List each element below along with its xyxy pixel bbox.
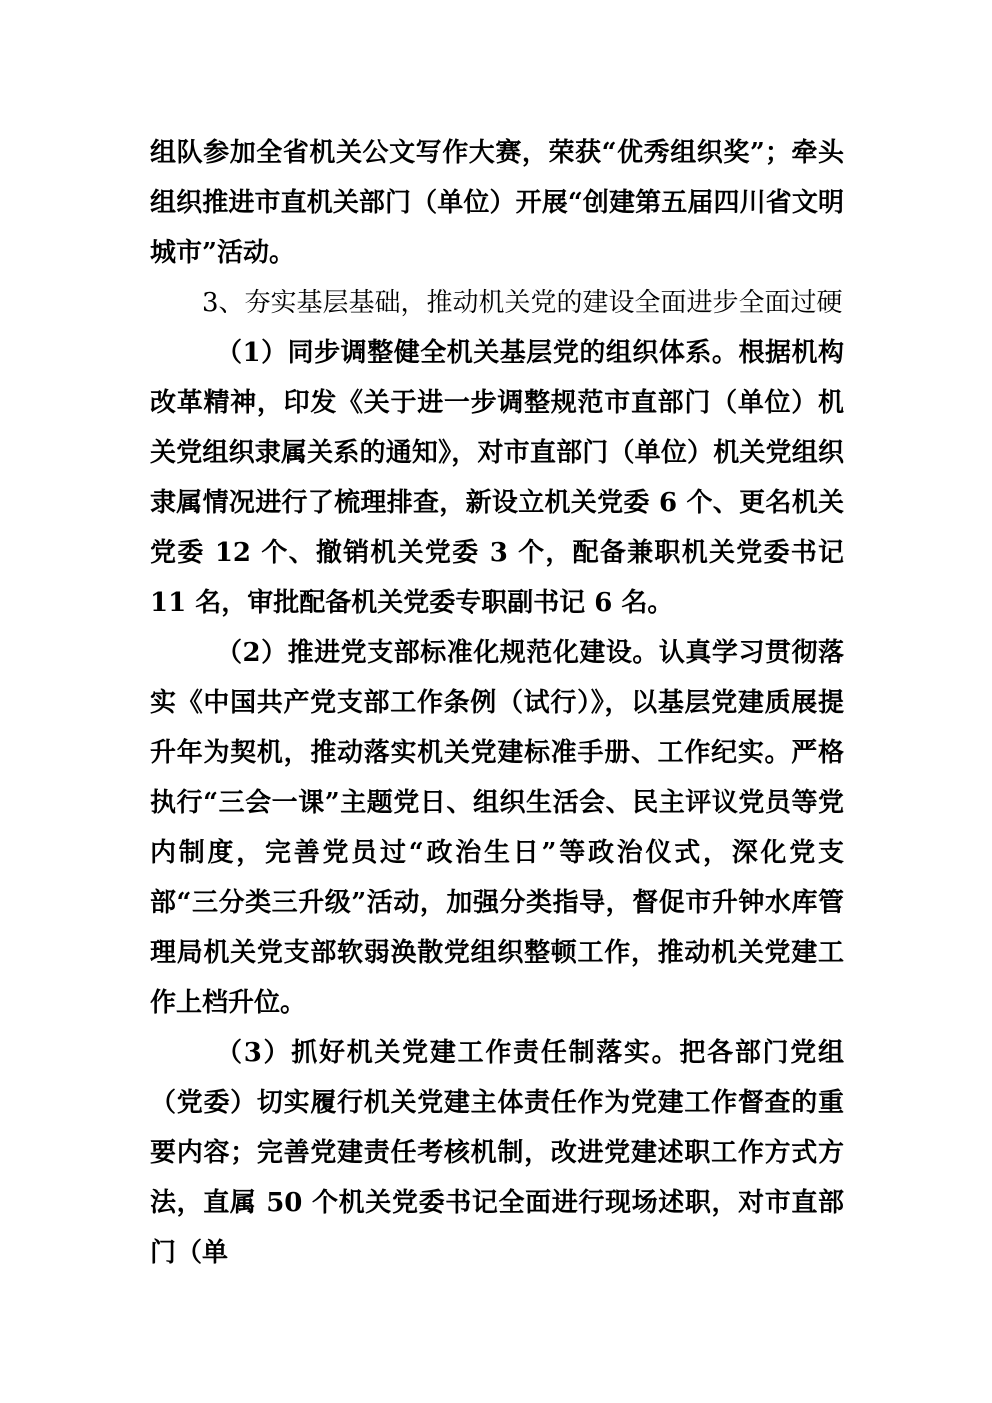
item-paragraph-1: （1）同步调整健全机关基层党的组织体系。根据机构改革精神，印发《关于进一步调整规范市直部门（单位）机关党组织隶属关系的通知》，对市直部门（单位）机关党组织隶属情况进行了梳理排查，新设立机关党委 6 个、更名机关党委 12 个、撤销机关党委 3 个，配备兼职机关党委书记 11 名，审批配备机关党委专职副书记 6 名。 <box>150 338 844 618</box>
section-heading-3: 3、夯实基层基础，推动机关党的建设全面进步全面过硬 <box>202 288 843 318</box>
item-paragraph-2: （2）推进党支部标准化规范化建设。认真学习贯彻落实《中国共产党支部工作条例（试行）》，以基层党建质展提升年为契机，推动落实机关党建标准手册、工作纪实。严格执行“三会一课”主题党日、组织生活会、民主评议党员等党内制度，完善党员过“政治生日”等政治仪式，深化党支部“三分类三升级”活动，加强分类指导，督促市升钟水库管理局机关党支部软弱涣散党组织整顿工作，推动机关党建工作上档升位。 <box>150 638 844 1018</box>
document-body <box>150 128 844 1278</box>
continuation-paragraph: 组队参加全省机关公文写作大赛，荣获“优秀组织奖”；牵头组织推进市直机关部门（单位）开展“创建第五届四川省文明城市”活动。 <box>150 138 844 268</box>
item-paragraph-3: （3）抓好机关党建工作责任制落实。把各部门党组（党委）切实履行机关党建主体责任作为党建工作督查的重要内容；完善党建责任考核机制，改进党建述职工作方式方法，直属 50 个机关党委书记全面进行现场述职，对市直部门（单 <box>150 1038 844 1268</box>
